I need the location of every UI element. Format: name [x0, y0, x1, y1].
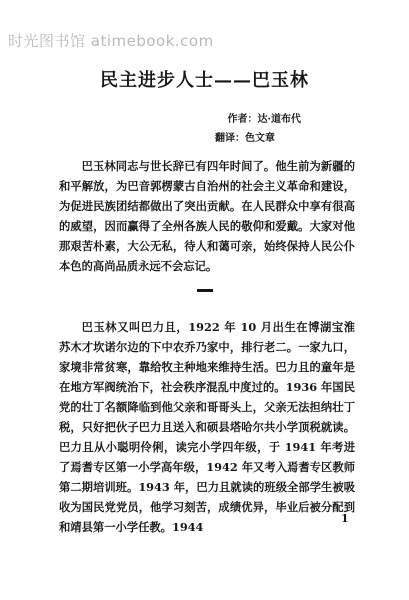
author-line: 作者：达·道布代 — [227, 114, 301, 125]
section-divider — [197, 289, 213, 292]
body-paragraph: 巴玉林又叫巴力且，1922 年 10 月出生在博湖宝淮苏木才坎诺尔边的下中农乔乃家中，排行老二。一家九口，家境非常贫寒，靠给牧主种地来维持生活。巴力且的童年是在地方军阀统治下，社会秩序混乱中度过的。1936 年国民党的壮丁名额降临到他父亲和哥哥头上，父亲无法担纳壮丁税，只好把伙子巴力且送入和硕县塔哈尔共小学顶税就读。巴力且从小聪明伶俐，读完小学四年级，于 1941 年考进了焉耆专区第一小学高年级，1942 年又考入焉耆专区教师第二期培训班。1943 年，巴力且就读的班级全部学生被吸收为国民党党员，他学习刻苦，成绩优异，毕业后被分配到和靖县第一小学任教。1944 — [59, 320, 355, 534]
watermark-text: 时光图书馆 atimebook.com — [8, 32, 214, 50]
article-title: 民主进步人士——巴玉林 — [100, 70, 309, 91]
intro-paragraph: 巴玉林同志与世长辞已有四年时间了。他生前为新疆的和平解放，为巴音郭楞蒙古自治州的社会主义革命和建设，为促进民族团结都做出了突出贡献。在人民群众中享有很高的威望，因而赢得了全州各族人民的敬仰和爱戴。大家对他那艰苦朴素，大公无私，待人和蔼可亲，始终保持人民公仆本色的高尚品质永远不会忘记。 — [59, 159, 355, 273]
section-mark — [197, 289, 198, 290]
page-number: 1 — [341, 512, 349, 525]
translator-line: 翻译：色文章 — [215, 133, 275, 144]
